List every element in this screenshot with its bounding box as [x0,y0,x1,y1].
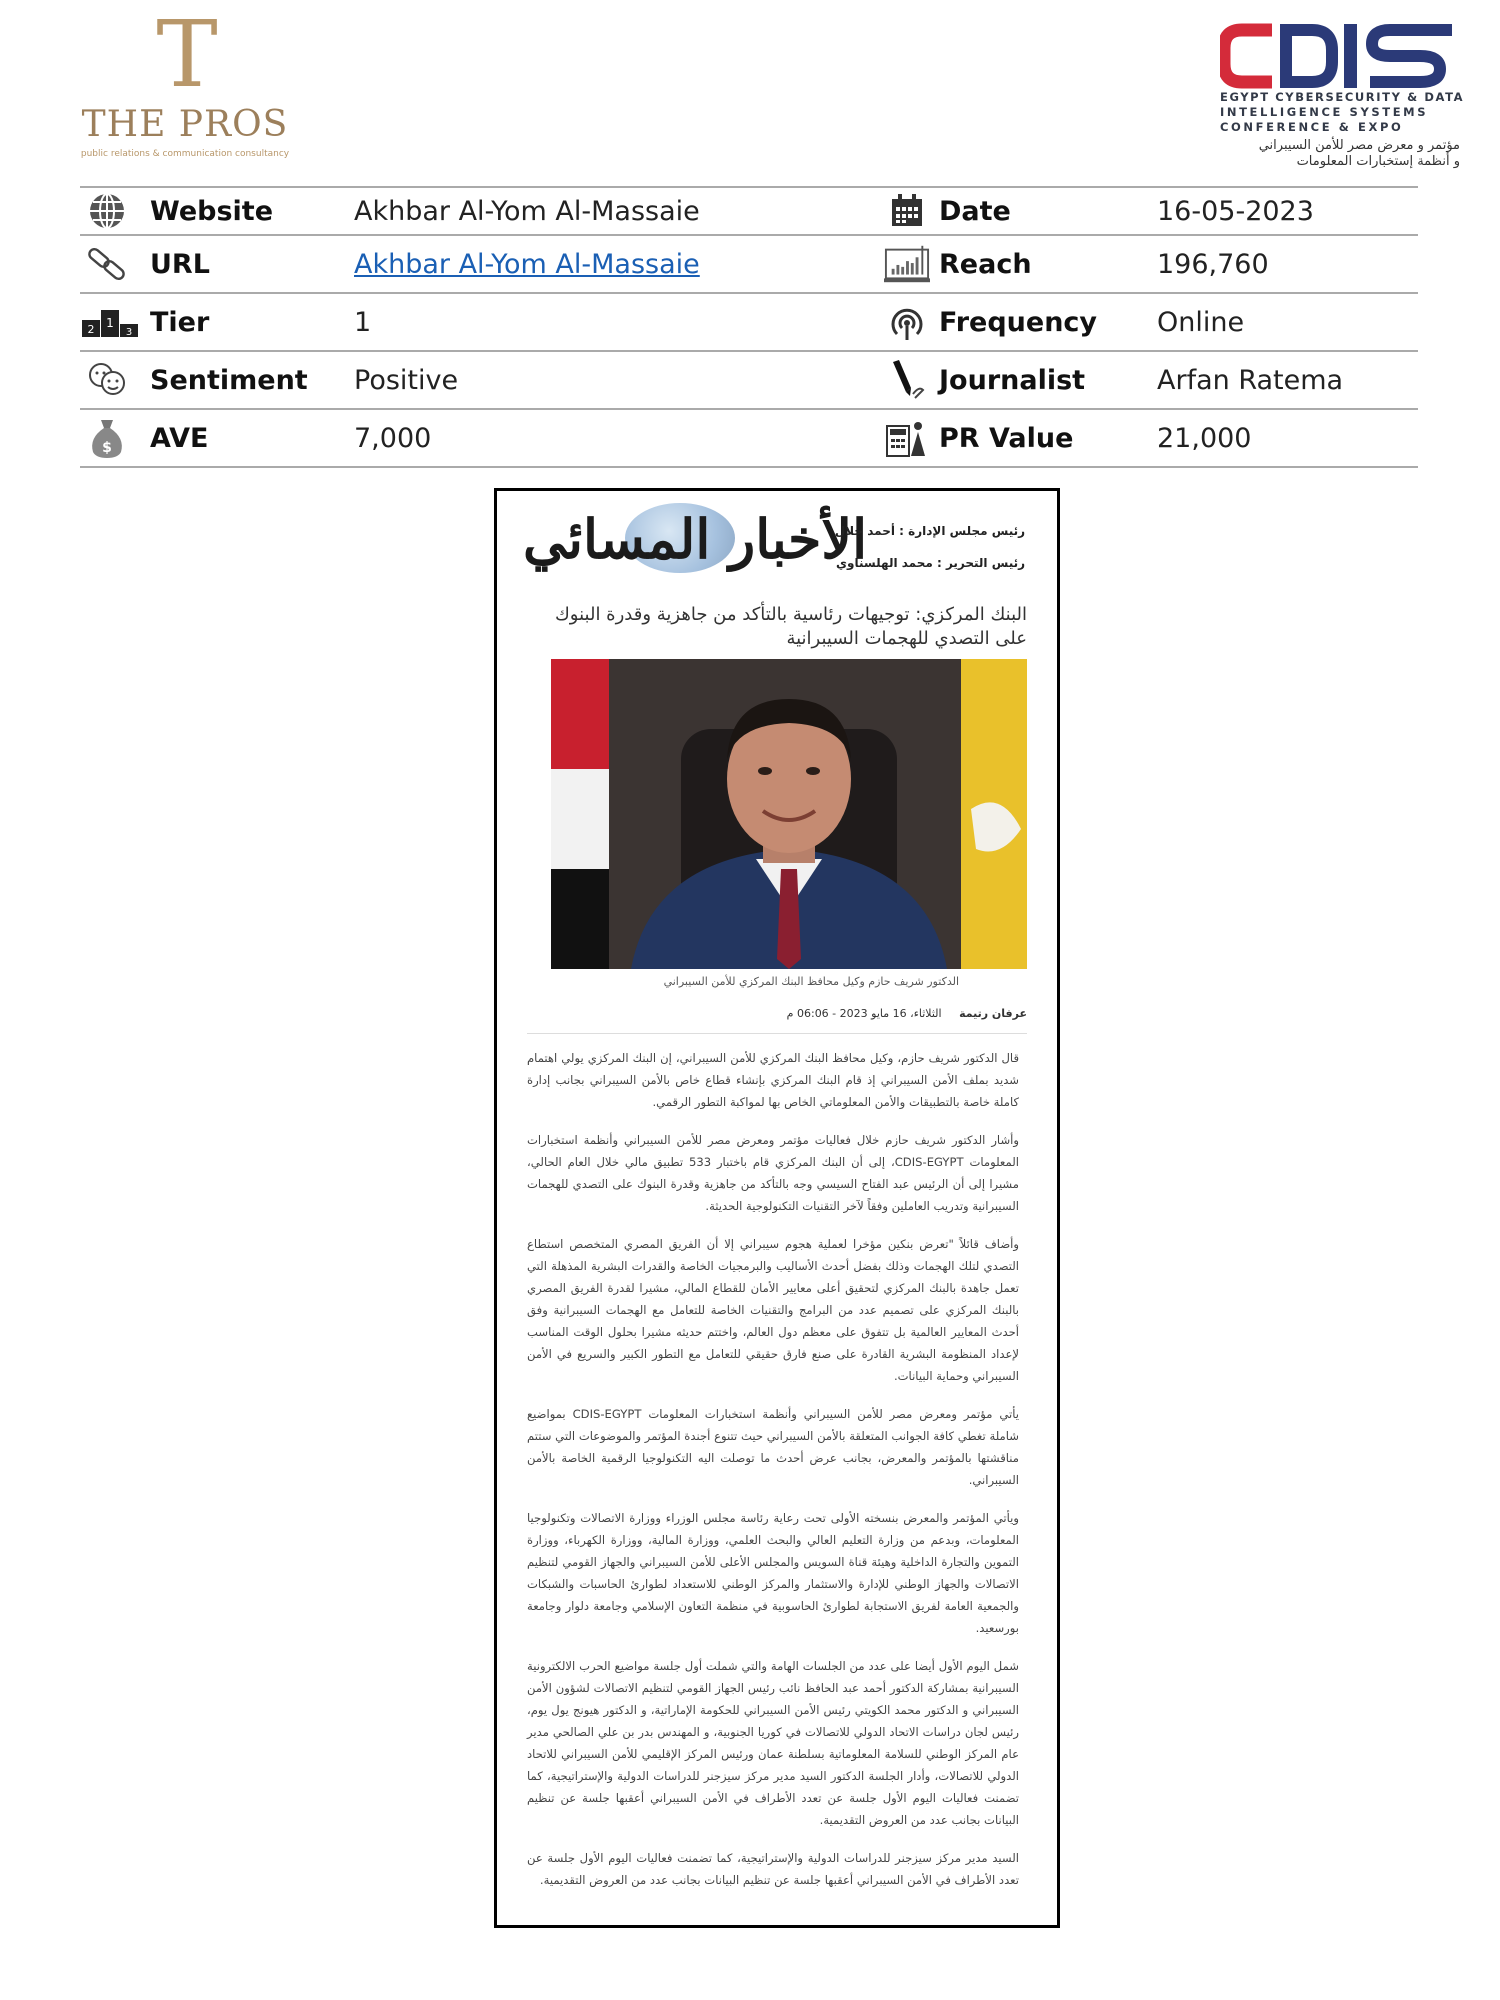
newspaper-masthead [515,501,868,591]
journalist-value: Arfan Ratema [1157,364,1344,396]
cdis-line-1: EGYPT CYBERSECURITY & DATA [1220,90,1465,104]
the-pros-logo-name: THE PROS [81,104,289,145]
podium-icon [80,294,140,350]
pen-icon [884,352,930,408]
article-body [527,1047,1019,1907]
byline-divider [527,1033,1027,1034]
cdis-line-3: CONFERENCE & EXPO [1220,120,1404,134]
info-row-ave-pr-value [80,410,1418,468]
article-paragraph: ويأتي المؤتمر والمعرض بنسخته الأولى تحت رعاية رئاسة مجلس الوزراء ووزارة الاتصالات وتكنولوجيا المعلومات، وبدعم من وزارة التعليم العالي والبحث العلمي، ووزارة المالية، ووزارة الكهرباء، ووزارة التموين والتجارة الداخلية وهيئة قناة السويس والمجلس الأعلى للأمن السيبراني والجهاز القومي لتنظيم الاتصالات والجهاز الوطني للإدارة والاستثمار والمركز الوطني للاستعداد لطوارئ الحاسبات والشبكات والجمعية العامة لفريق الاستجابة لطوارئ الحاسوبية في منظمة التعاون الإسلامي وجامعة دلوار وجامعة بورسعيد. [527,1511,1019,1635]
ave-label: AVE [150,422,209,454]
svg-text:2: 2 [87,323,95,336]
money-bag-icon [84,410,130,466]
the-pros-logo-mark: T [156,1,204,108]
sentiment-label: Sentiment [150,364,308,396]
editorial-board [795,515,1025,579]
website-value: Akhbar Al-Yom Al-Massaie [354,195,700,227]
cdis-arabic-2: و أنظمة إستخبارات المعلومات [1296,154,1460,169]
monitor-chart-icon [884,236,930,292]
info-row-url-reach [80,236,1418,294]
svg-text:1: 1 [106,316,114,330]
article-paragraph: قال الدكتور شريف حازم، وكيل محافظ البنك المركزي للأمن السيبراني، إن البنك المركزي يولي اهتمام شديد بملف الأمن السيبراني إذ قام البنك المركزي بإنشاء قطاع خاص بالأمن السيبراني بجانب إدارة كاملة خاصة بالتطبيقات والأمن المعلوماتي الخاص بها لمواكبة التطور الرقمي. [527,1051,1019,1109]
cdis-arabic-1: مؤتمر و معرض مصر للأمن السيبراني [1258,138,1460,153]
article-paragraph: شمل اليوم الأول أيضا على عدد من الجلسات الهامة والتي شملت أول جلسة مواضيع الحرب الالكترونية السيبرانية بمشاركة الدكتور أحمد عبد الحافظ نائب رئيس الجهاز القومي لتنظيم الاتصالات لشؤون الأمن السيبراني و الدكتور محمد الكويتي رئيس الأمن السيبراني للحكومة الإماراتية، و الدكتور هيونج يول يوم، رئيس لجان دراسات الاتحاد الدولي للاتصالات في كوريا الجنوبية، و المهندس بدر بن علي الصالحي مدير عام المركز الوطني للسلامة المعلوماتية بسلطنة عمان ورئيس المركز الإقليمي للأمن السيبراني للاتحاد الدولي للاتصالات، وأدار الجلسة الدكتور السيد مدير مركز سيزجنر للدراسات الدولية والإستراتيجية، كما تضمنت فعاليات اليوم الأول جلسة عن تعدد الأطراف في الأمن السيبراني أعقبها جلسة عن تنظيم البيانات بجانب عدد من العروض التقديمية. [527,1659,1019,1827]
tier-label: Tier [150,306,210,338]
calculator-icon [884,410,930,466]
pr-value-value: 21,000 [1157,422,1252,454]
board-chair: رئيس مجلس الإدارة : أحمد جلال [834,524,1025,538]
article-paragraph: وأضاف قائلاً "تعرض بنكين مؤخرا لعملية هجوم سيبراني إلا أن الفريق المصري المتخصص استطاع التصدي لتلك الهجمات وذلك بفضل أحدث الأساليب والبرمجيات الخاصة والقدرات البشرية المذهلة التي تعمل جاهدة بالبنك المركزي لتحقيق أعلى معايير الأمان للقطاع المالي، مشيرا لقدرة الفريق المصري بالبنك المركزي على تصميم عدد من البرامج والتقنيات الخاصة للتعامل مع الهجمات السيبرانية وفق أحدث المعايير العالمية بل تتفوق على معظم دول العالم، واختتم حديثه مشيرا بحلول الوقت المناسب لإعداد المنظومة البشرية القادرة على صنع فارق حقيقي للتعامل مع التطور الكبير والسريع في الأمن السيبراني وحماية البيانات. [527,1237,1019,1383]
calendar-icon [884,188,930,234]
cdis-logo [1220,22,1465,182]
link-icon [84,236,130,292]
the-pros-logo-tagline: public relations & communication consultancy [80,149,290,159]
frequency-label: Frequency [939,306,1098,338]
cdis-line-2: INTELLIGENCE SYSTEMS [1220,105,1429,119]
coverage-info-table [80,186,1418,468]
date-label: Date [939,195,1011,227]
author-name: عرفان رتيمة [959,1007,1027,1020]
editor-in-chief: رئيس التحرير : محمد الهلسناوي [836,556,1025,570]
info-row-tier-frequency [80,294,1418,352]
cdis-wordmark [1220,22,1458,90]
globe-icon [84,188,130,234]
url-label: URL [150,248,210,280]
article-paragraph: وأشار الدكتور شريف حازم خلال فعاليات مؤتمر ومعرض مصر للأمن السيبراني وأنظمة استخبارات المعلومات CDIS-EGYPT، إلى أن البنك المركزي قام باختبار 533 تطبيق مالي خلال العام الحالي، مشيرا إلى أن الرئيس عبد الفتاح السيسي وجه بالتأكد من جاهزية وقدرة البنوك على التصدي للهجمات السيبرانية وتدريب العاملين وفقاً لآخر التقنيات التكنولوجية الحديثة. [527,1133,1019,1213]
masthead-title: الأخبار المسائي [523,507,868,571]
date-value: 16-05-2023 [1157,195,1314,227]
the-pros-logo [80,1,290,180]
broadcast-icon [884,294,930,350]
article-link[interactable]: Akhbar Al-Yom Al-Massaie [354,248,700,280]
article-clipping [494,488,1060,1928]
url-value [354,236,700,292]
journalist-label: Journalist [939,364,1086,396]
article-byline [527,1007,1027,1020]
article-paragraph: السيد مدير مركز سيزجنر للدراسات الدولية والإستراتيجية، كما تضمنت فعاليات اليوم الأول جلسة عن تعدد الأطراف في الأمن السيبراني أعقبها جلسة عن تنظيم البيانات بجانب عدد من العروض التقديمية. [527,1851,1019,1887]
article-paragraph: يأتي مؤتمر ومعرض مصر للأمن السيبراني وأنظمة استخبارات المعلومات CDIS-EGYPT بمواضيع شاملة تغطي كافة الجوانب المتعلقة بالأمن السيبراني حيث تتنوع أجندة المؤتمر والموضوعات التي ستتم مناقشتها بالمؤتمر والمعرض، بجانب عرض أحدث ما توصلت اليه التكنولوجيا الرقمية الخاصة بالأمن السيبراني. [527,1407,1019,1487]
article-photo [551,659,1027,969]
faces-icon [84,352,130,408]
article-headline: البنك المركزي: توجيهات رئاسية بالتأكد من جاهزية وقدرة البنوك على التصدي للهجمات السيبرانية [554,604,1027,649]
info-row-website-date [80,186,1418,236]
reach-label: Reach [939,248,1032,280]
frequency-value: Online [1157,306,1245,338]
pr-value-label: PR Value [939,422,1074,454]
website-label: Website [150,195,274,227]
ave-value: 7,000 [354,422,432,454]
reach-value: 196,760 [1157,248,1269,280]
svg-text:3: 3 [125,327,133,338]
photo-caption: الدكتور شريف حازم وكيل محافظ البنك المركزي للأمن السيبراني [663,975,959,988]
publish-datetime: الثلاثاء، 16 مايو 2023 - 06:06 م [786,1007,942,1020]
tier-value: 1 [354,306,372,338]
svg-text:$: $ [102,440,112,456]
sentiment-value: Positive [354,364,459,396]
info-row-sentiment-journalist [80,352,1418,410]
